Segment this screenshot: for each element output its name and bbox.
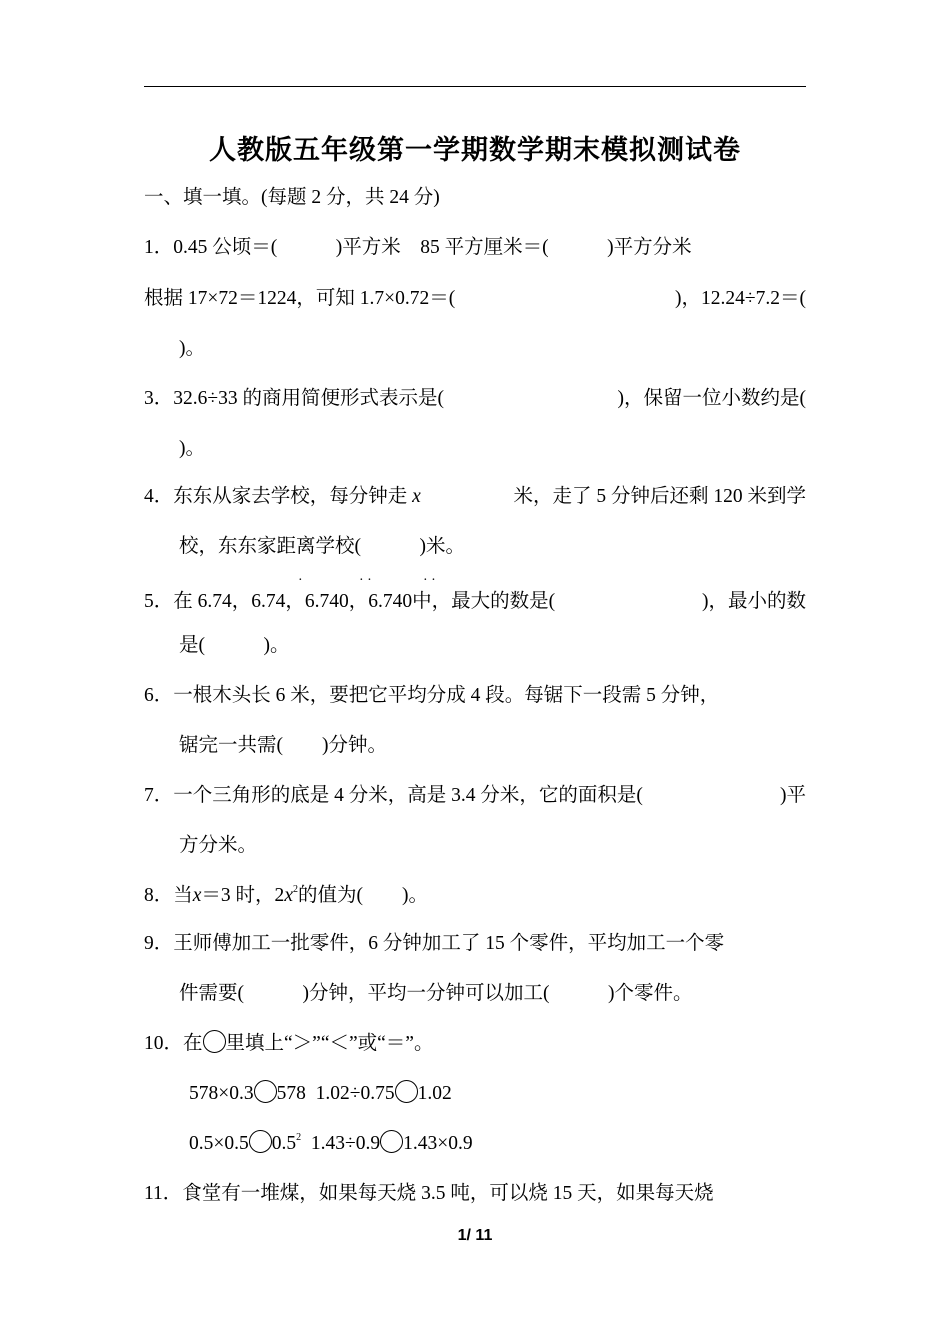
question-5 xyxy=(144,592,806,612)
header-rule xyxy=(144,86,806,87)
question-3 xyxy=(144,389,806,409)
question-2-line2: )。 xyxy=(179,338,205,359)
question-2 xyxy=(144,289,806,309)
question-4-line2: 校，东东家距离学校( )米。 xyxy=(179,536,465,557)
variable-x: x xyxy=(412,486,421,507)
question-4-text-a: 4．东东从家去学校，每分钟走 xyxy=(144,486,408,507)
question-7-part-a: 7．一个三角形的底是 4 分米，高是 3.4 分米，它的面积是( xyxy=(144,785,643,806)
question-5-part-b: )，最小的数 xyxy=(643,591,806,612)
question-10-row-2 xyxy=(189,1130,473,1154)
variable-x-squared: x xyxy=(284,885,293,906)
question-3-line2: )。 xyxy=(179,438,205,459)
question-3-part-a: 3．32.6÷33 的商用简便形式表示是( xyxy=(144,388,444,409)
repeating-dot-2: · · xyxy=(359,573,372,588)
question-8-text-b: ＝3 时，2 xyxy=(201,885,285,906)
question-4-part-b: 米，走了 5 分钟后还剩 120 米到学 xyxy=(513,486,806,507)
question-5-line2: 是( )。 xyxy=(179,635,290,656)
question-7-part-b: )平 xyxy=(741,785,806,806)
question-9: 9．王师傅加工一批零件，6 分钟加工了 15 个零件，平均加工一个零 xyxy=(144,933,725,954)
question-1: 1．0.45 公顷＝( )平方米 85 平方厘米＝( )平方分米 xyxy=(144,237,692,258)
question-10 xyxy=(144,1030,433,1054)
question-7-line2: 方分米。 xyxy=(179,835,258,856)
question-6: 6．一根木头长 6 米，要把它平均分成 4 段。每锯下一段需 5 分钟， xyxy=(144,685,720,706)
exponent: 2 xyxy=(296,1132,302,1143)
expression: 1.43÷0.9 xyxy=(301,1133,381,1154)
question-2-part-a: 根据 17×72＝1224，可知 1.7×0.72＝( xyxy=(144,288,456,309)
compare-circle-icon[interactable] xyxy=(395,1080,418,1103)
compare-circle-icon[interactable] xyxy=(249,1130,272,1153)
compare-circle-icon xyxy=(203,1030,226,1053)
question-11: 11．食堂有一堆煤，如果每天烧 3.5 吨，可以烧 15 天，如果每天烧 xyxy=(144,1183,714,1204)
page-number: 1/ 11 xyxy=(457,1227,493,1244)
expression: 1.43×0.9 xyxy=(403,1133,473,1154)
question-6-line2: 锯完一共需( )分钟。 xyxy=(179,735,387,756)
compare-circle-icon[interactable] xyxy=(254,1080,277,1103)
expression: 578 1.02÷0.75 xyxy=(276,1083,395,1104)
question-10-text-b: 里填上“＞”“＜”或“＝”。 xyxy=(225,1033,434,1054)
exponent: 2 xyxy=(292,884,298,895)
variable-x: x xyxy=(192,885,202,906)
question-10-text-a: 10．在 xyxy=(144,1033,203,1054)
repeating-dot-1: · xyxy=(298,573,303,588)
question-9-line2: 件需要( )分钟，平均一分钟可以加工( )个零件。 xyxy=(179,983,693,1004)
question-8 xyxy=(144,885,428,906)
expression: 0.5×0.5 xyxy=(189,1133,249,1154)
page-title: 人教版五年级第一学期数学期末模拟测试卷 xyxy=(209,135,741,166)
question-2-part-b: )，12.24÷7.2＝( xyxy=(597,288,806,309)
question-4 xyxy=(144,487,806,507)
repeating-dot-3: · · xyxy=(423,573,436,588)
question-4-part-a xyxy=(144,487,421,507)
compare-circle-icon[interactable] xyxy=(380,1130,403,1153)
question-8-text-c: 的值为( )。 xyxy=(297,885,428,906)
section-heading: 一、填一填。(每题 2 分，共 24 分) xyxy=(144,187,440,208)
expression: 1.02 xyxy=(417,1083,452,1104)
question-3-part-b: )，保留一位小数约是( xyxy=(559,388,806,409)
question-10-row-1 xyxy=(189,1080,452,1104)
question-8-text-a: 8．当 xyxy=(144,885,193,906)
question-5-part-a: 5．在 6.74，6.74，6.740，6.740中，最大的数是( xyxy=(144,591,556,612)
question-7 xyxy=(144,786,806,806)
expression: 0.5 xyxy=(271,1133,297,1154)
expression: 578×0.3 xyxy=(189,1083,254,1104)
